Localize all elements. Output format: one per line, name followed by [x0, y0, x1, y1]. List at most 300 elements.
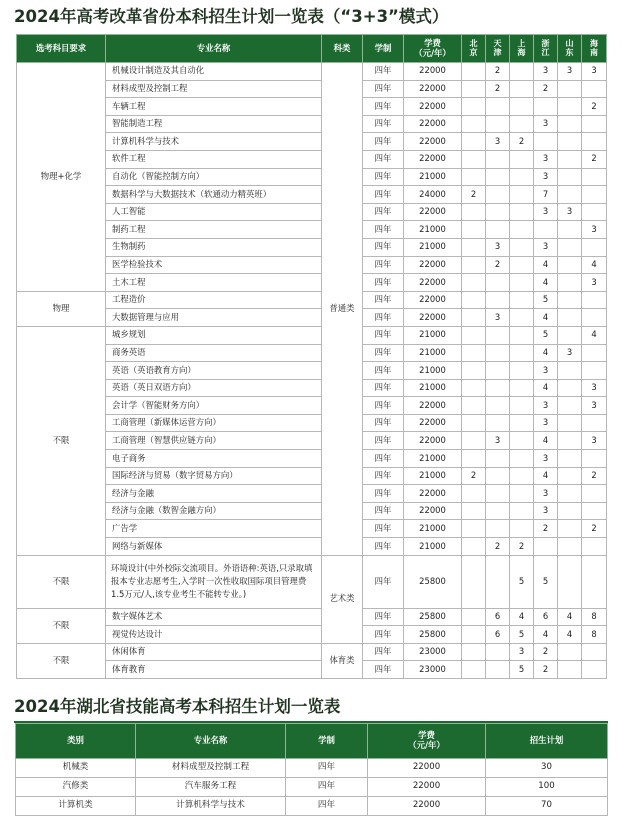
major-cell: 材料成型及控制工程 [136, 759, 286, 778]
table-row [17, 626, 607, 644]
major-name-cell: 英语（英日双语方向） [106, 379, 322, 397]
table-row [17, 379, 607, 397]
fee-cell: 21000 [404, 520, 462, 538]
quota-cell-zj: 7 [534, 186, 558, 204]
quota-cell-tj [486, 379, 510, 397]
quota-cell-tj: 3 [486, 238, 510, 256]
fee-cell: 25800 [404, 608, 462, 626]
quota-cell-zj: 4 [534, 256, 558, 274]
header-text: 上海 [517, 39, 526, 57]
quota-cell-tj [486, 168, 510, 186]
quota-cell-sd [558, 133, 582, 151]
major-name-cell: 英语（英语教育方向） [106, 362, 322, 380]
duration-cell: 四年 [363, 291, 404, 309]
table-row [17, 608, 607, 626]
fee-cell: 22000 [404, 502, 462, 520]
major-name-cell: 会计学（智能财务方向） [106, 397, 322, 415]
major-name-cell: 工程造价 [106, 291, 322, 309]
quota-cell-sd [558, 256, 582, 274]
header-fee-line2: （元/年） [408, 740, 445, 750]
quota-cell-sh [510, 274, 534, 292]
subject-requirement-cell: 物理 [17, 291, 106, 326]
quota-cell-hn: 2 [582, 520, 607, 538]
quota-cell-bj [462, 502, 486, 520]
quota-cell-zj: 3 [534, 397, 558, 415]
quota-cell-hn: 3 [582, 274, 607, 292]
quota-cell-sd [558, 450, 582, 468]
quota-cell-sh: 2 [510, 538, 534, 556]
table-row [17, 326, 607, 344]
quota-cell-hn [582, 186, 607, 204]
header-fee-line1: 学费 [418, 730, 435, 741]
quota-cell-tj [486, 520, 510, 538]
quota-cell-bj [462, 203, 486, 221]
quota-cell-hn [582, 238, 607, 256]
quota-cell-sd [558, 502, 582, 520]
major-name-cell: 视觉传达设计 [106, 626, 322, 644]
header-fee [404, 35, 462, 63]
fee-cell: 22000 [368, 759, 486, 778]
quota-cell-tj [486, 643, 510, 661]
fee-cell: 21000 [404, 362, 462, 380]
quota-cell-zj: 4 [534, 467, 558, 485]
header-text: 天津 [493, 39, 502, 57]
quota-cell-sh [510, 238, 534, 256]
quota-cell-tj [486, 502, 510, 520]
quota-cell-sd [558, 168, 582, 186]
fee-cell: 22000 [404, 485, 462, 503]
quota-cell-sh [510, 221, 534, 239]
major-name-cell: 车辆工程 [106, 98, 322, 116]
quota-cell-zj: 3 [534, 502, 558, 520]
quota-cell-bj [462, 168, 486, 186]
fee-cell: 22000 [404, 80, 462, 98]
quota-cell-tj [486, 362, 510, 380]
quota-cell-bj [462, 450, 486, 468]
quota-cell-sd [558, 661, 582, 679]
duration-cell: 四年 [363, 344, 404, 362]
quota-cell-hn [582, 203, 607, 221]
page-title: 2024年高考改革省份本科招生计划一览表（“3+3”模式） [14, 7, 449, 26]
quota-cell-zj: 4 [534, 309, 558, 327]
fee-cell: 22000 [404, 414, 462, 432]
header-fee-line2: （元/年） [414, 47, 451, 58]
quota-cell-zj: 3 [534, 238, 558, 256]
quota-cell-hn: 8 [582, 626, 607, 644]
quota-cell-zj: 3 [534, 203, 558, 221]
quota-cell-hn: 3 [582, 63, 607, 81]
quota-cell-sh [510, 362, 534, 380]
quota-cell-tj: 2 [486, 80, 510, 98]
fee-cell: 21000 [404, 538, 462, 556]
major-name-cell: 工商管理（智慧供应链方向） [106, 432, 322, 450]
duration-cell: 四年 [363, 309, 404, 327]
quota-cell-bj [462, 397, 486, 415]
quota-cell-sh [510, 520, 534, 538]
quota-cell-hn [582, 414, 607, 432]
fee-cell: 22000 [404, 291, 462, 309]
fee-cell: 22000 [404, 63, 462, 81]
quota-cell-tj: 3 [486, 432, 510, 450]
quota-cell-sd [558, 221, 582, 239]
quota-cell-bj [462, 98, 486, 116]
quota-cell-sd [558, 238, 582, 256]
quota-cell-hn: 2 [582, 150, 607, 168]
header-category: 类别 [16, 724, 136, 759]
quota-cell-bj [462, 256, 486, 274]
duration-cell: 四年 [363, 643, 404, 661]
table-row [17, 643, 607, 661]
subject-requirement-cell: 物理+化学 [17, 63, 106, 292]
quota-cell-hn [582, 344, 607, 362]
hubei-table-body [16, 759, 608, 816]
quota-cell-sd [558, 538, 582, 556]
quota-cell-sd [558, 432, 582, 450]
header-category: 科类 [322, 35, 363, 63]
quota-cell-tj: 3 [486, 309, 510, 327]
duration-cell: 四年 [363, 432, 404, 450]
quota-cell-tj: 6 [486, 608, 510, 626]
fee-cell: 22000 [404, 133, 462, 151]
major-name-cell: 大数据管理与应用 [106, 309, 322, 327]
duration-cell: 四年 [363, 98, 404, 116]
quota-cell-sd [558, 291, 582, 309]
quota-cell-bj [462, 63, 486, 81]
table-row [17, 133, 607, 151]
header-text: 北京 [469, 39, 478, 57]
major-name-cell: 软件工程 [106, 150, 322, 168]
section-title-hubei: 2024年湖北省技能高考本科招生计划一览表 [14, 697, 341, 716]
duration-cell: 四年 [286, 778, 368, 797]
table-row [17, 256, 607, 274]
header-text: 浙江 [541, 39, 550, 57]
quota-cell-sh: 3 [510, 643, 534, 661]
quota-cell-tj [486, 485, 510, 503]
quota-cell-zj: 5 [534, 326, 558, 344]
quota-cell-sd: 3 [558, 63, 582, 81]
quota-cell-hn [582, 80, 607, 98]
table-row [17, 520, 607, 538]
quota-cell-sd [558, 309, 582, 327]
quota-cell-bj [462, 326, 486, 344]
table-row [17, 467, 607, 485]
fee-cell: 25800 [404, 555, 462, 608]
quota-cell-bj [462, 520, 486, 538]
header-hainan [582, 35, 607, 63]
quota-cell-tj [486, 414, 510, 432]
major-cell: 计算机科学与技术 [136, 797, 286, 816]
quota-cell-hn [582, 502, 607, 520]
major-name-cell: 医学检验技术 [106, 256, 322, 274]
quota-cell-zj: 3 [534, 450, 558, 468]
fee-cell: 21000 [404, 221, 462, 239]
fee-cell: 22000 [404, 203, 462, 221]
quota-cell-sh [510, 450, 534, 468]
quota-cell-sh [510, 98, 534, 116]
quota-cell-bj [462, 608, 486, 626]
table-row [17, 414, 607, 432]
duration-cell: 四年 [363, 256, 404, 274]
quota-cell-zj: 6 [534, 608, 558, 626]
quota-cell-hn: 2 [582, 467, 607, 485]
header-shandong [558, 35, 582, 63]
quota-cell-bj [462, 150, 486, 168]
quota-cell-sd [558, 115, 582, 133]
duration-cell: 四年 [363, 133, 404, 151]
quota-cell-tj [486, 450, 510, 468]
table-row [16, 797, 608, 816]
duration-cell: 四年 [363, 608, 404, 626]
quota-cell-sd [558, 414, 582, 432]
quota-cell-zj [534, 538, 558, 556]
quota-cell-zj: 2 [534, 80, 558, 98]
plan-cell: 70 [486, 797, 608, 816]
fee-cell: 22000 [404, 256, 462, 274]
quota-cell-zj: 2 [534, 661, 558, 679]
main-plan-table [16, 34, 607, 679]
major-name-cell: 智能制造工程 [106, 115, 322, 133]
quota-cell-tj: 2 [486, 256, 510, 274]
table-row [17, 309, 607, 327]
quota-cell-zj: 4 [534, 344, 558, 362]
duration-cell: 四年 [363, 538, 404, 556]
quota-cell-tj [486, 467, 510, 485]
quota-cell-sd [558, 520, 582, 538]
fee-cell: 22000 [404, 309, 462, 327]
table-header-row [16, 724, 608, 759]
quota-cell-sd [558, 555, 582, 608]
quota-cell-tj: 2 [486, 63, 510, 81]
duration-cell: 四年 [363, 362, 404, 380]
major-name-cell: 机械设计制造及其自动化 [106, 63, 322, 81]
quota-cell-sh [510, 326, 534, 344]
fee-cell: 22000 [368, 797, 486, 816]
table-row [17, 63, 607, 81]
fee-cell: 22000 [404, 98, 462, 116]
quota-cell-sh: 5 [510, 555, 534, 608]
main-table-body [17, 63, 607, 679]
quota-cell-hn: 4 [582, 326, 607, 344]
quota-cell-tj [486, 186, 510, 204]
plan-cell: 30 [486, 759, 608, 778]
quota-cell-sd [558, 186, 582, 204]
subject-requirement-cell: 不限 [17, 643, 106, 678]
quota-cell-sh [510, 432, 534, 450]
quota-cell-zj [534, 98, 558, 116]
duration-cell: 四年 [363, 80, 404, 98]
quota-cell-sd [558, 485, 582, 503]
table-row [17, 661, 607, 679]
major-name-cell: 数据科学与大数据技术（软通动力精英班） [106, 186, 322, 204]
quota-cell-hn [582, 661, 607, 679]
quota-cell-bj [462, 432, 486, 450]
quota-cell-sh [510, 344, 534, 362]
quota-cell-tj [486, 344, 510, 362]
table-row [17, 274, 607, 292]
duration-cell: 四年 [363, 485, 404, 503]
subject-requirement-cell: 不限 [17, 555, 106, 608]
quota-cell-sd: 3 [558, 203, 582, 221]
quota-cell-sh: 2 [510, 133, 534, 151]
major-name-cell: 环境设计(中外校际交流项目。外语语种:英语,只录取填报本专业志愿考生,入学时一次性收取国际项目管理费1.5万元/人,该专业考生不能转专业。) [106, 555, 322, 608]
duration-cell: 四年 [286, 797, 368, 816]
quota-cell-bj [462, 485, 486, 503]
duration-cell: 四年 [363, 661, 404, 679]
table-row [17, 168, 607, 186]
quota-cell-tj: 2 [486, 538, 510, 556]
duration-cell: 四年 [363, 379, 404, 397]
quota-cell-tj: 3 [486, 133, 510, 151]
duration-cell: 四年 [363, 397, 404, 415]
quota-cell-hn [582, 643, 607, 661]
major-name-cell: 广告学 [106, 520, 322, 538]
table-row [17, 538, 607, 556]
fee-cell: 24000 [404, 186, 462, 204]
table-row [17, 362, 607, 380]
quota-cell-hn [582, 450, 607, 468]
quota-cell-sd: 4 [558, 608, 582, 626]
quota-cell-sh [510, 485, 534, 503]
quota-cell-zj: 3 [534, 115, 558, 133]
quota-cell-tj [486, 326, 510, 344]
quota-cell-zj: 2 [534, 643, 558, 661]
fee-cell: 22000 [404, 274, 462, 292]
quota-cell-sh [510, 80, 534, 98]
duration-cell: 四年 [363, 450, 404, 468]
quota-cell-sh: 5 [510, 661, 534, 679]
quota-cell-hn [582, 538, 607, 556]
header-shanghai [510, 35, 534, 63]
quota-cell-tj [486, 221, 510, 239]
major-name-cell: 人工智能 [106, 203, 322, 221]
quota-cell-bj: 2 [462, 186, 486, 204]
quota-cell-zj: 3 [534, 414, 558, 432]
quota-cell-bj [462, 379, 486, 397]
quota-cell-sh [510, 414, 534, 432]
major-name-cell: 经济与金融（数智金融方向） [106, 502, 322, 520]
quota-cell-tj [486, 291, 510, 309]
quota-cell-hn [582, 309, 607, 327]
quota-cell-zj: 4 [534, 432, 558, 450]
quota-cell-hn [582, 133, 607, 151]
quota-cell-sh [510, 150, 534, 168]
header-zhejiang [534, 35, 558, 63]
quota-cell-tj [486, 203, 510, 221]
duration-cell: 四年 [363, 467, 404, 485]
hubei-plan-table [15, 723, 608, 816]
header-fee-line1: 学费 [424, 37, 441, 48]
category-cell: 体育类 [322, 643, 363, 678]
quota-cell-bj [462, 221, 486, 239]
fee-cell: 23000 [404, 643, 462, 661]
quota-cell-zj: 3 [534, 485, 558, 503]
header-text: 山东 [565, 39, 574, 57]
quota-cell-zj [534, 221, 558, 239]
quota-cell-sd [558, 379, 582, 397]
header-duration: 学制 [363, 35, 404, 63]
fee-cell: 22000 [404, 432, 462, 450]
quota-cell-hn [582, 362, 607, 380]
quota-cell-zj: 4 [534, 626, 558, 644]
quota-cell-hn [582, 291, 607, 309]
quota-cell-sh [510, 115, 534, 133]
quota-cell-tj [486, 661, 510, 679]
quota-cell-sh [510, 63, 534, 81]
duration-cell: 四年 [363, 502, 404, 520]
major-name-cell: 网络与新媒体 [106, 538, 322, 556]
quota-cell-zj: 3 [534, 362, 558, 380]
fee-cell: 21000 [404, 379, 462, 397]
duration-cell: 四年 [363, 520, 404, 538]
major-cell: 汽车服务工程 [136, 778, 286, 797]
subject-requirement-cell: 不限 [17, 326, 106, 555]
quota-cell-tj [486, 150, 510, 168]
table-row [17, 186, 607, 204]
table-row [17, 238, 607, 256]
quota-cell-hn: 3 [582, 379, 607, 397]
major-name-cell: 国际经济与贸易（数字贸易方向） [106, 467, 322, 485]
quota-cell-zj: 3 [534, 168, 558, 186]
table-row [17, 485, 607, 503]
header-plan: 招生计划 [486, 724, 608, 759]
quota-cell-sh [510, 467, 534, 485]
fee-cell: 21000 [404, 168, 462, 186]
quota-cell-tj [486, 98, 510, 116]
quota-cell-bj [462, 115, 486, 133]
fee-cell: 21000 [404, 238, 462, 256]
fee-cell: 22000 [404, 150, 462, 168]
major-name-cell: 商务英语 [106, 344, 322, 362]
quota-cell-hn: 3 [582, 221, 607, 239]
duration-cell: 四年 [363, 115, 404, 133]
table-row [17, 555, 607, 608]
quota-cell-bj [462, 626, 486, 644]
duration-cell: 四年 [363, 326, 404, 344]
header-fee [368, 724, 486, 759]
header-major: 专业名称 [136, 724, 286, 759]
quota-cell-sh: 4 [510, 608, 534, 626]
header-duration: 学制 [286, 724, 368, 759]
quota-cell-bj [462, 238, 486, 256]
duration-cell: 四年 [363, 238, 404, 256]
major-name-cell: 自动化（智能控制方向） [106, 168, 322, 186]
duration-cell: 四年 [363, 203, 404, 221]
quota-cell-hn [582, 485, 607, 503]
fee-cell: 22000 [404, 397, 462, 415]
quota-cell-sd [558, 274, 582, 292]
table-row [17, 221, 607, 239]
quota-cell-bj [462, 344, 486, 362]
table-row [17, 115, 607, 133]
major-name-cell: 计算机科学与技术 [106, 133, 322, 151]
quota-cell-tj [486, 555, 510, 608]
duration-cell: 四年 [363, 168, 404, 186]
quota-cell-sh [510, 502, 534, 520]
quota-cell-zj: 4 [534, 274, 558, 292]
quota-cell-sh [510, 291, 534, 309]
table-row [16, 759, 608, 778]
duration-cell: 四年 [363, 63, 404, 81]
quota-cell-sh: 5 [510, 626, 534, 644]
quota-cell-sh [510, 379, 534, 397]
quota-cell-sd [558, 80, 582, 98]
quota-cell-hn: 8 [582, 608, 607, 626]
quota-cell-hn [582, 555, 607, 608]
quota-cell-hn: 3 [582, 397, 607, 415]
major-name-cell: 城乡规划 [106, 326, 322, 344]
table-row [17, 80, 607, 98]
major-name-cell: 体育教育 [106, 661, 322, 679]
